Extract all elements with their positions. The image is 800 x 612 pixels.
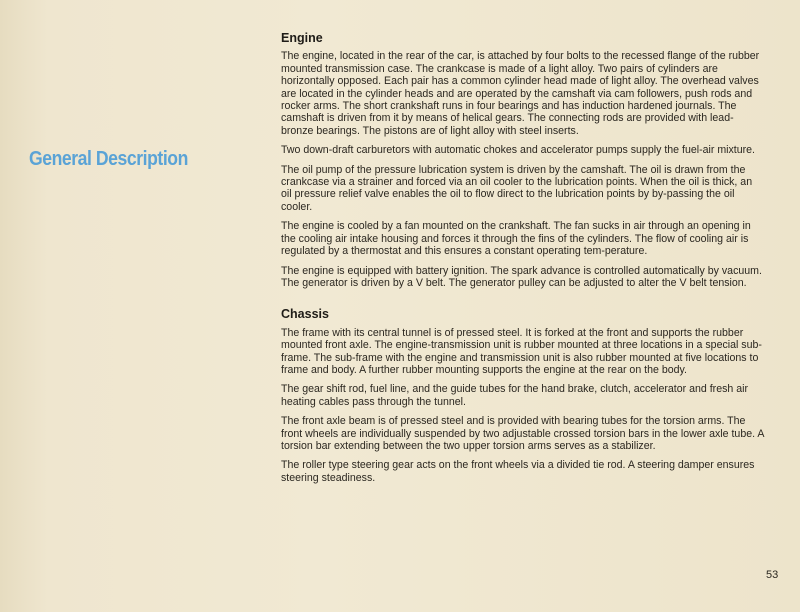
- chassis-paragraph-2: The gear shift rod, fuel line, and the guide tubes for the hand brake, clutch, accelerator and fresh air heating cables pass through the tunnel.: [281, 383, 748, 408]
- engine-paragraph-2: Two down-draft carburetors with automatic chokes and accelerator pumps supply the fuel-air mixture.: [281, 144, 755, 157]
- section-title: General Description: [29, 148, 188, 170]
- engine-paragraph-3: The oil pump of the pressure lubrication system is driven by the camshaft. The oil is drawn from the crankcase via a strainer and forced via an oil cooler to the lubrication points. When the oil is thick, an oil pressure relief valve enables the oil to flow direct to the lubrication points by by-passing the oil cooler.: [281, 163, 753, 213]
- engine-paragraph-4: The engine is cooled by a fan mounted on the crankshaft. The fan sucks in air through an opening in the cooling air intake housing and forces it through the fins of the cylinders. The flow of cooling air is regulated by a thermostat and this ensures a constant operating tem-perature.: [281, 220, 751, 258]
- chassis-paragraph-4: The roller type steering gear acts on the front wheels via a divided tie rod. A steering damper ensures steering steadiness.: [281, 459, 755, 484]
- engine-paragraph-5: The engine is equipped with battery ignition. The spark advance is controlled automatically by vacuum. The generator is driven by a V belt. The generator pulley can be adjusted to alter the V belt tension.: [281, 264, 762, 289]
- chassis-paragraph-1: The frame with its central tunnel is of pressed steel. It is forked at the front and supports the rubber mounted front axle. The engine-transmission unit is rubber mounted at three locations in a special sub-frame. The sub-frame with the engine and transmission unit is also rubber mounted at five locations to frame and body. A further rubber mounting supports the engine at the rear on the body.: [281, 326, 762, 376]
- engine-paragraph-1: The engine, located in the rear of the car, is attached by four bolts to the recessed flange of the rubber mounted transmission case. The crankcase is made of a light alloy. Two pairs of cylinders are horizontally opposed. Each pair has a common cylinder head made of light alloy. The overhead valves are located in the cylinder heads and are operated by the camshaft via cam followers, push rods and rocker arms. The short crankshaft runs in four bearings and has induction hardened journals. The camshaft is driven from it by means of helical gears. The connecting rods are provided with lead-bronze bearings. The pistons are of light alloy with steel inserts.: [281, 50, 760, 137]
- chassis-paragraph-3: The front axle beam is of pressed steel and is provided with bearing tubes for the torsion arms. The front wheels are individually suspended by two adjustable crossed torsion bars in the lower axle tube. A torsion bar extending between the two upper torsion arms serves as a stabilizer.: [281, 415, 764, 452]
- chassis-heading: Chassis: [281, 307, 329, 322]
- page-body: [281, 32, 764, 491]
- engine-heading: Engine: [281, 31, 323, 45]
- page-number: 53: [766, 569, 779, 581]
